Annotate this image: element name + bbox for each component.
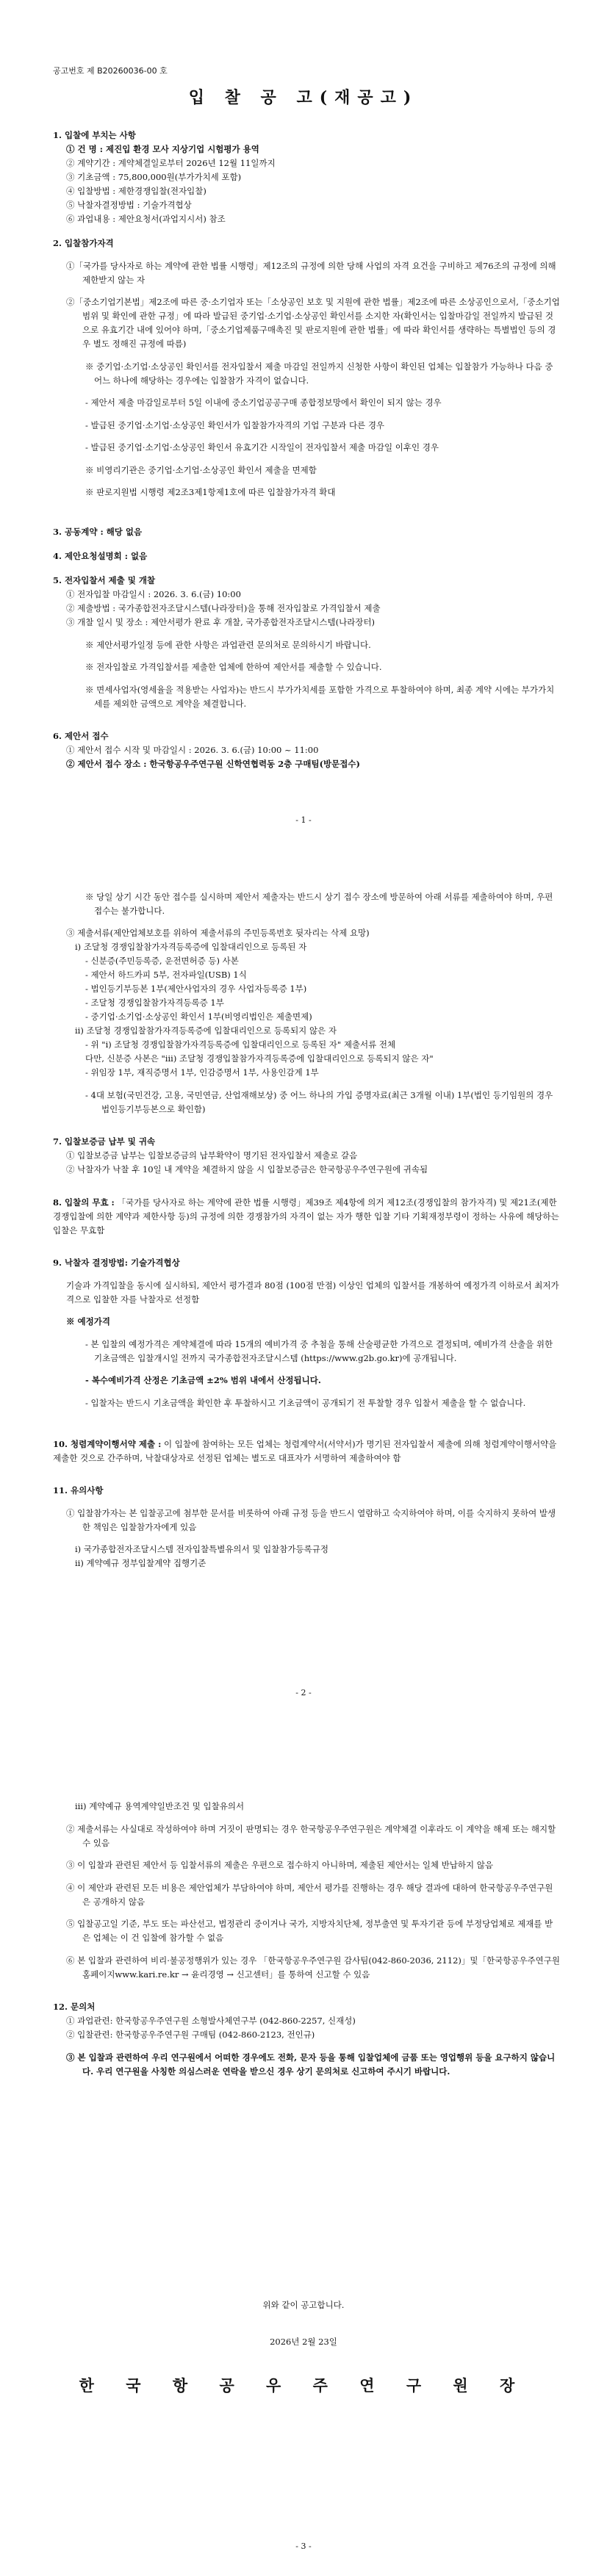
section-12-heading: 12. 문의처 — [53, 2002, 96, 2012]
s1-item-award: ⑤ 낙찰자결정방법 : 기술가격협상 — [66, 200, 192, 210]
s7-item-1: ① 입찰보증금 납부는 입찰보증금의 납부확약이 명기된 전자입찰서 제출로 갈음 — [66, 1150, 358, 1161]
s6b-doc-proposal: - 제안서 하드카피 5부, 전자파일(USB) 1식 — [85, 970, 247, 980]
section-4-heading: 4. 제안요청설명회 : 없음 — [53, 551, 148, 561]
section-9-heading: 9. 낙찰자 결정방법: 기술가격협상 — [53, 1258, 180, 1268]
section-5-heading: 5. 전자입찰서 제출 및 개찰 — [53, 575, 156, 585]
page-title: 입 찰 공 고(재공고) — [188, 88, 419, 107]
s12-contact-bid: ② 입찰관련: 한국항공우주연구원 구매팀 (042-860-2123, 전인규) — [66, 2030, 315, 2040]
section-10-heading: 10. 청렴계약이행서약 제출 : — [53, 1438, 162, 1449]
s2-note-6: ※ 판로지원법 시행령 제2조3제1항제1호에 따른 입찰참가자격 확대 — [85, 487, 336, 497]
s1-item-method: ④ 입찰방법 : 제한경쟁입찰(전자입찰) — [66, 186, 206, 196]
s2-note-2: - 제안서 제출 마감일로부터 5일 이내에 중소기업공공구매 종합정보망에서 확인이 되지 않는 경우 — [85, 397, 442, 408]
section-1-heading: 1. 입찰에 부치는 사항 — [53, 130, 136, 140]
s11b-item-2: ② 제출서류는 사실대로 작성하여야 하며 거짓이 판명되는 경우 한국항공우주연구원은 계약체결 이후라도 이 계약을 해제 또는 해지할 수 있음 — [66, 1823, 556, 1848]
s10-text: 이 입찰에 참여하는 모든 업체는 청렴계약서(서약서)가 명기된 전자입찰서 제출에 의해 청렴계약이행서약을 제출한 것으로 간주하며, 낙찰대상자로 선정된 업체는 별도로 대표자가 서명하여 제출하여야 함 — [53, 1438, 557, 1463]
issuer-signature: 한 국 항 공 우 주 연 구 원 장 — [79, 2376, 528, 2395]
s9-text: 기술과 가격입찰을 동시에 실시하되, 제안서 평가결과 80점 (100점 만점) 이상인 업체의 입찰서를 개봉하여 예정가격 이하로서 최저가격으로 입찰한 자를 낙찰자로 선정함 — [66, 1280, 559, 1305]
s6b-doc-all: - 위 "ⅰ) 조달청 경쟁입찰참가자격등록증에 입찰대리인으로 등록된 자" 제출서류 전체 — [85, 1039, 396, 1050]
s6-item-time: ① 제안서 접수 시작 및 마감일시 : 2026. 3. 6.(금) 10:00 ~ 11:00 — [66, 745, 319, 755]
section-3-heading: 3. 공동계약 : 해당 없음 — [53, 527, 143, 537]
section-8-heading: 8. 입찰의 무효 : — [53, 1197, 115, 1208]
s11b-item-6: ⑥ 본 입찰과 관련하여 비리·불공정행위가 있는 경우 「한국항공우주연구원 감사팀(042-860-2036, 2112)」및「한국항공우주연구원 홈페이지www.kari.re.kr → 윤리경영 → 신고센터」를 통하여 신고할 수 있음 — [66, 1955, 560, 1980]
s2-note-4: - 발급된 중기업·소기업·소상공인 확인서 유효기간 시작일이 전자입찰서 제출 마감일 이후인 경우 — [85, 442, 439, 452]
s5-note-2: ※ 전자입찰로 가격입찰서를 제출한 업체에 한하여 제안서를 제출할 수 있습니다. — [85, 662, 382, 672]
s5-item-deadline: ① 전자입찰 마감일시 : 2026. 3. 6.(금) 10:00 — [66, 589, 241, 599]
s2-para-1: ①「국가를 당사자로 하는 계약에 관한 법률 시행령」제12조의 규정에 의한 당해 사업의 자격 요건을 구비하고 제76조의 규정에 의해 제한받지 않는 자 — [66, 260, 556, 285]
s6b-doc-proxy: - 위임장 1부, 재직증명서 1부, 인감증명서 1부, 사용인감계 1부 — [85, 1067, 319, 1078]
s12-warning: ③ 본 입찰과 관련하여 우리 연구원에서 어떠한 경우에도 전화, 문자 등을 통해 입찰업체에 금품 또는 영업행위 등을 요구하지 않습니다. 우리 연구원을 사칭한 의심스러운 연락을 받으신 경우 상기 문의처로 신고하여 주시기 바랍니다. — [66, 2052, 556, 2077]
s5-item-method: ② 제출방법 : 국가종합전자조달시스템(나라장터)을 통해 전자입찰로 가격입찰서 제출 — [66, 603, 381, 613]
s1-item-period: ② 계약기간 : 계약체결일로부터 2026년 12월 11일까지 — [66, 158, 276, 168]
section-11-heading: 11. 유의사항 — [53, 1485, 104, 1496]
page-1-body — [53, 129, 560, 508]
s1-item-scope: ⑥ 과업내용 : 제안요청서(과업지시서) 참조 — [66, 214, 226, 224]
section-6-heading: 6. 제안서 접수 — [53, 731, 109, 741]
page-number-2: - 2 - — [295, 1688, 312, 1698]
section-2-heading: 2. 입찰참가자격 — [53, 238, 114, 248]
s9-note-2: - 복수예비가격 산정은 기초금액 ±2% 범위 내에서 산정됩니다. — [85, 1375, 321, 1385]
s6b-doc-id: - 신분증(주민등록증, 운전면허증 등) 사본 — [85, 956, 239, 966]
s11b-item-5: ⑤ 입찰공고일 기준, 부도 또는 파산선고, 법정관리 중이거나 국가, 지방자치단체, 정부출연 및 투자기관 등에 부정당업체로 제재를 받은 업체는 이 건 입찰에 참가할 수 없음 — [66, 1919, 553, 1943]
s1-item-name: ① 건 명 : 제진입 환경 모사 지상기업 시험평가 용역 — [66, 144, 259, 154]
s5-note-3: ※ 면세사업자(영세율을 적용받는 사업자)는 반드시 부가가치세를 포함한 가격으로 투찰하여야 하며, 최종 계약 시에는 부가가치세를 제외한 금액으로 계약을 체결합니다. — [85, 684, 555, 709]
s12-contact-task: ① 과업관련: 한국항공우주연구원 소형발사체연구부 (042-860-2257, 신재성) — [66, 2016, 356, 2026]
s9-note-1: - 본 입찰의 예정가격은 계약체결에 따라 15개의 예비가격 중 추첨을 통해 산술평균한 가격으로 결정되며, 예비가격 산출을 위한 기초금액은 입찰개시일 전까지 국가종합전자조달시스템 (https://www.g2b.go.kr)에 공개됩니다. — [85, 1338, 553, 1363]
s2-note-1: ※ 중기업·소기업·소상공인 확인서를 전자입찰서 제출 마감일 전일까지 신청한 사항이 확인된 업체는 입찰참가 가능하나 다음 중 어느 하나에 해당하는 경우에는 입찰참가 자격이 없습니다. — [85, 361, 553, 386]
s2-para-2: ②「중소기업기본법」제2조에 따른 중·소기업자 또는「소상공인 보호 및 지원에 관한 법률」제2조에 따른 소상공인으로서,「중소기업 범위 및 확인에 관한 규정」에 따라 발급된 중기업·소기업·소상공인 확인서를 소지한 자(확인서는 입찰마감일 전일까지 발급된 것으로 유효기간 내에 있어야 하며,「중소기업제품구매촉진 및 판로지원에 관한 법률」에 따라 확인서를 생략하는 특별법인 등의 경우 별도 정해진 규정에 따름) — [66, 297, 560, 349]
page-3-body — [53, 1800, 560, 2087]
s2-note-3: - 발급된 중기업·소기업·소상공인 확인서가 입찰참가자격의 기업 구분과 다른 경우 — [85, 419, 385, 430]
s6b-doc-g2b: - 조달청 경쟁입찰참가자격등록증 1부 — [85, 997, 224, 1008]
s6b-group-2: ⅱ) 조달청 경쟁입찰참가자격등록증에 입찰대리인으로 등록되지 않은 자 — [75, 1025, 337, 1036]
s11b-item-4: ④ 이 제안과 관련된 모든 비용은 제안업체가 부담하여야 하며, 제안서 평가를 진행하는 경우 해당 결과에 대하여 한국항공우주연구원은 공개하지 않음 — [66, 1882, 553, 1907]
s6b-note-1: ※ 당일 상기 시간 동안 접수를 실시하며 제안서 제출자는 반드시 상기 접수 장소에 방문하여 아래 서류를 제출하여야 하며, 우편접수는 불가합니다. — [85, 891, 553, 916]
s1-item-base-amount: ③ 기초금액 : 75,800,000원(부가가치세 포함) — [66, 172, 242, 182]
notice-date: 2026년 2월 23일 — [270, 2337, 337, 2347]
s11b-item-3: ③ 이 입찰과 관련된 제안서 등 입찰서류의 제출은 우편으로 접수하지 아니하며, 제출된 제안서는 일체 반납하지 않음 — [66, 1860, 493, 1870]
s11-item-2: ⅰ) 국가종합전자조달시스템 전자입찰특별유의서 및 입찰참가등록규정 — [75, 1544, 328, 1554]
s6-item-place: ② 제안서 접수 장소 : 한국항공우주연구원 신학연협력동 2층 구매팀(방문접수) — [66, 759, 360, 769]
closing-statement: 위와 같이 공고합니다. — [262, 2300, 345, 2310]
s6b-doc-insurance: - 4대 보험(국민건강, 고용, 국민연금, 산업재해보상) 중 어느 하나의 가입 증명자료(최근 3개월 이내) 1부(법인 등기임원의 경우 법인등기부등본으로 확인함) — [85, 1089, 553, 1114]
s6b-doc-sme: - 중기업·소기업·소상공인 확인서 1부(비영리법인은 제출면제) — [85, 1011, 312, 1022]
s5-item-opening: ③ 개찰 일시 및 장소 : 제안서평가 완료 후 개찰, 국가종합전자조달시스템(나라장터) — [66, 617, 376, 627]
page-2-body — [53, 881, 560, 1570]
page-number-3: - 3 - — [295, 2541, 312, 2551]
section-7-heading: 7. 입찰보증금 납부 및 귀속 — [53, 1136, 156, 1147]
s6b-doc-except: 다만, 신분증 사본은 "ⅲ) 조달청 경쟁입찰참가자격등록증에 입찰대리인으로 등록되지 않은 자" — [85, 1053, 434, 1064]
notice-number: 공고번호 제 B20260036-00 호 — [53, 66, 168, 76]
s9-note-3: - 입찰자는 반드시 기초금액을 확인한 후 투찰하시고 기초금액이 공개되기 전 투찰할 경우 입찰서 제출을 할 수 없습니다. — [85, 1397, 526, 1408]
s11b-item-1: ⅲ) 계약예규 용역계약일반조건 및 입찰유의서 — [75, 1801, 245, 1811]
s11-item-1: ① 입찰참가자는 본 입찰공고에 첨부한 문서를 비롯하여 아래 규정 등을 반드시 열람하고 숙지하여야 하며, 이를 숙지하지 못하여 발생한 책임은 입찰참가자에게 있음 — [66, 1507, 556, 1532]
s5-note-1: ※ 제안서평가일정 등에 관한 사항은 과업관련 문의처로 문의하시기 바랍니다. — [85, 639, 371, 650]
s6b-doc-registry: - 법인등기부등본 1부(제안사업자의 경우 사업자등록증 1부) — [85, 984, 307, 994]
s9-sub-heading: ※ 예정가격 — [66, 1316, 110, 1327]
s6b-group-1: ⅰ) 조달청 경쟁입찰참가자격등록증에 입찰대리인으로 등록된 자 — [75, 942, 307, 952]
page-number-1: - 1 - — [295, 815, 312, 825]
s11-item-3: ⅱ) 계약예규 정부입찰계약 집행기준 — [75, 1558, 206, 1568]
page-1-lower — [53, 525, 560, 771]
s7-item-2: ② 낙찰자가 낙찰 후 10일 내 계약을 체결하지 않을 시 입찰보증금은 한국항공우주연구원에 귀속됨 — [66, 1164, 428, 1175]
s2-note-5: ※ 비영리기관은 중기업·소기업·소상공인 확인서 제출을 면제함 — [85, 464, 317, 475]
s8-text: 「국가를 당사자로 하는 계약에 관한 법률 시행령」제39조 제4항에 의거 제12조(경쟁입찰의 참가자격) 및 제21조(제한경쟁입찰에 의한 계약과 제한사항 등)의 규정에 의한 경쟁참가의 자격이 없는 자가 행한 입찰 기타 기획재정부령이 정하는 사유에 해당하는 입찰은 무효함 — [53, 1197, 559, 1235]
s6b-docs-heading: ③ 제출서류(제안업체보호를 위하여 제출서류의 주민등록번호 뒷자리는 삭제 요망) — [66, 928, 370, 938]
